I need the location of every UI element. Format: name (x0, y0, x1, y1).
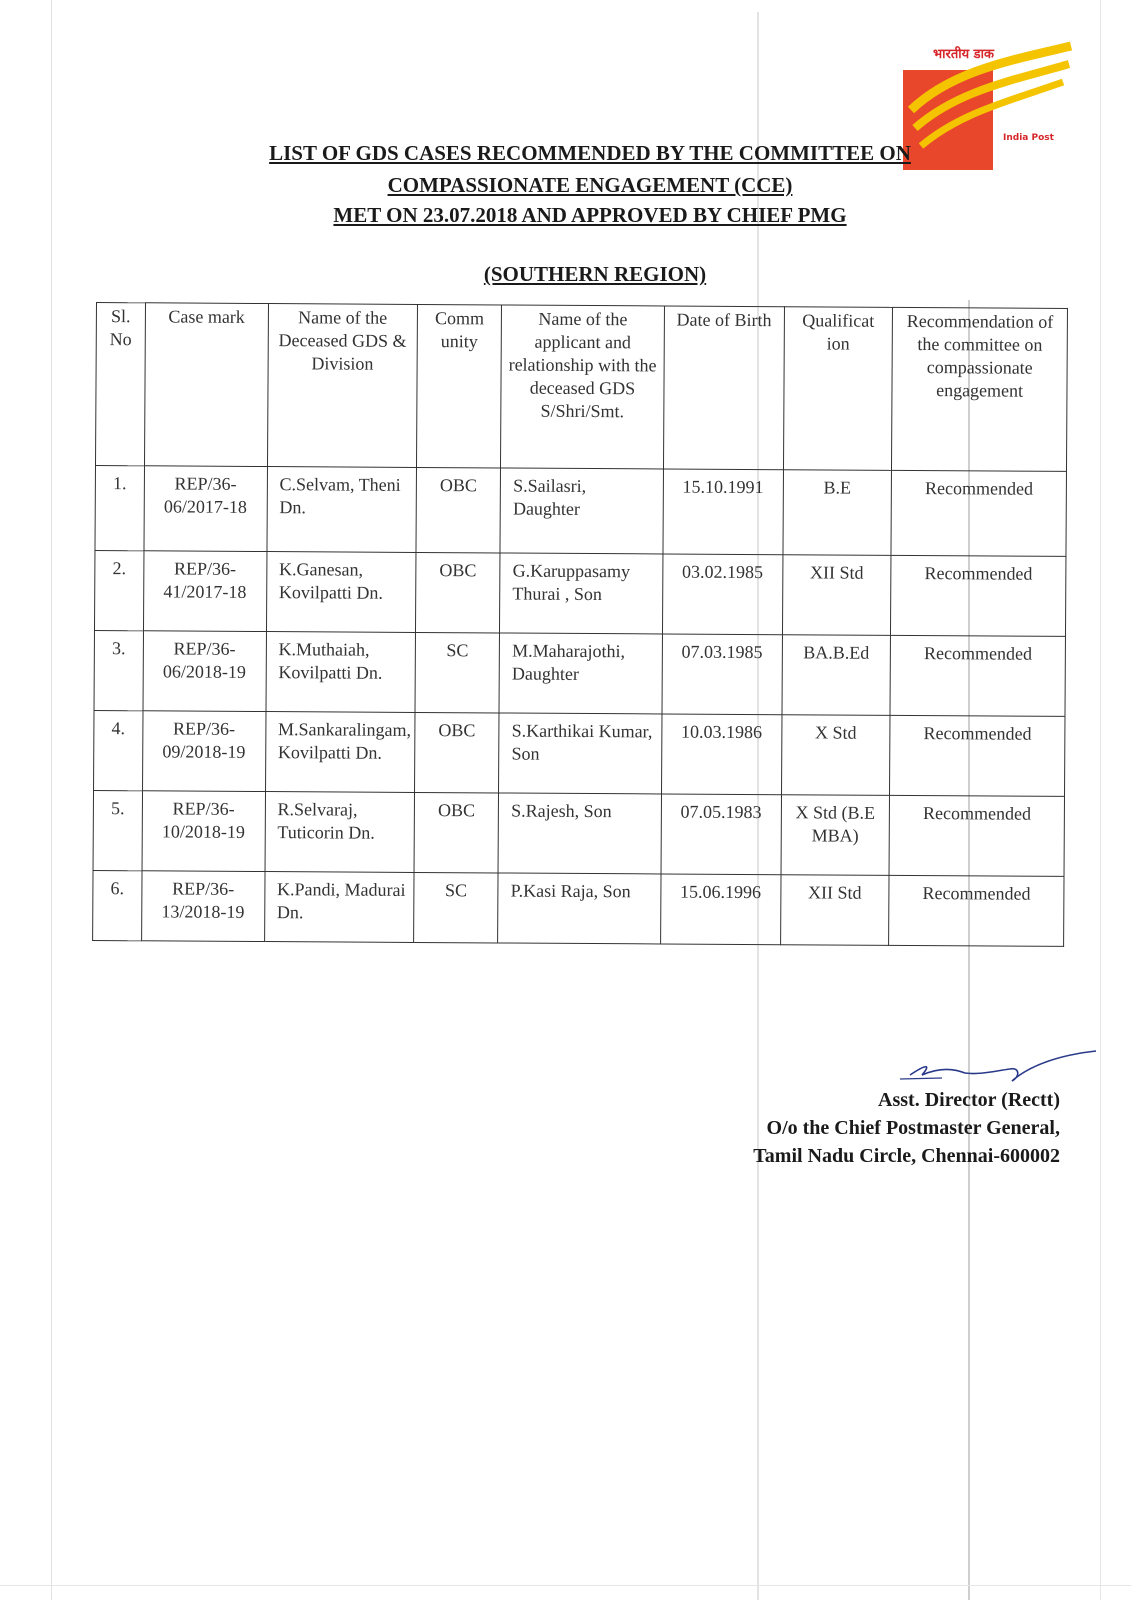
cell-qualification: X Std (B.E MBA) (781, 795, 890, 876)
gds-cases-table (92, 302, 1068, 947)
cell-sl-no: 5. (93, 790, 142, 870)
document-title-line-2: COMPASSIONATE ENGAGEMENT (CCE) (387, 173, 793, 197)
table-header-row (96, 303, 1068, 472)
cell-community: OBC (415, 552, 500, 633)
cell-recommendation: Recommended (891, 555, 1066, 636)
cell-sl-no: 1. (95, 466, 144, 551)
region-heading: (SOUTHERN REGION) (483, 262, 707, 286)
signatory-designation: Asst. Director (Rectt) (878, 1089, 1060, 1111)
cell-deceased: M.Sankaralingam, Kovilpatti Dn. (265, 712, 415, 793)
cell-recommendation: Recommended (889, 795, 1064, 876)
cell-applicant: S.Karthikai Kumar, Son (499, 713, 662, 794)
table-row (94, 550, 1065, 636)
cell-case-mark: REP/36-06/2018-19 (143, 631, 266, 712)
logo-hindi-text: भारतीय डाक (933, 47, 994, 62)
cell-sl-no: 2. (94, 550, 143, 630)
cell-case-mark: REP/36-09/2018-19 (142, 711, 265, 792)
cell-deceased: K.Muthaiah, Kovilpatti Dn. (266, 632, 416, 713)
cell-case-mark: REP/36-41/2017-18 (143, 551, 266, 632)
header-dob: Date of Birth (663, 306, 784, 470)
document-title-line-1: LIST OF GDS CASES RECOMMENDED BY THE COMMITTEE ON (269, 141, 911, 165)
cell-case-mark: REP/36-06/2017-18 (144, 466, 267, 552)
cell-community: OBC (414, 712, 499, 793)
cell-case-mark: REP/36-10/2018-19 (142, 791, 265, 872)
cell-applicant: P.Kasi Raja, Son (498, 873, 661, 944)
header-recommendation: Recommendation of the committee on compassionate engagement (892, 307, 1068, 471)
cell-recommendation: Recommended (889, 875, 1064, 946)
cell-recommendation: Recommended (891, 470, 1066, 556)
cell-sl-no: 6. (93, 870, 142, 940)
cell-dob: 07.05.1983 (661, 794, 781, 875)
cell-dob: 03.02.1985 (662, 554, 782, 635)
header-qualification: Qualificat ion (783, 307, 893, 471)
scan-edge-left (51, 0, 52, 1600)
table-row (93, 870, 1064, 946)
header-deceased: Name of the Deceased GDS & Division (267, 304, 417, 468)
cell-community: OBC (416, 467, 501, 553)
cell-dob: 07.03.1985 (662, 634, 782, 715)
header-case-mark: Case mark (144, 303, 268, 467)
india-post-logo (903, 40, 1083, 150)
handwritten-signature (870, 1045, 1100, 1090)
cell-sl-no: 4. (94, 710, 143, 790)
cell-applicant: S.Sailasri, Daughter (500, 468, 663, 554)
cell-community: SC (414, 872, 499, 943)
table-row (94, 710, 1065, 796)
cell-community: SC (415, 632, 500, 713)
header-applicant: Name of the applicant and relationship with the deceased GDS S/Shri/Smt. (501, 305, 664, 469)
cell-dob: 15.06.1996 (660, 874, 780, 945)
cell-deceased: R.Selvaraj, Tuticorin Dn. (265, 792, 415, 873)
signatory-address: Tamil Nadu Circle, Chennai-600002 (753, 1145, 1060, 1167)
cell-qualification: XII Std (780, 875, 889, 946)
header-community: Comm unity (416, 304, 501, 468)
table-row (94, 630, 1065, 716)
cell-recommendation: Recommended (890, 715, 1065, 796)
cell-dob: 15.10.1991 (663, 469, 783, 555)
cell-qualification: B.E (783, 470, 892, 556)
cell-qualification: BA.B.Ed (782, 635, 891, 716)
document-title-line-3: MET ON 23.07.2018 AND APPROVED BY CHIEF PMG (333, 203, 847, 227)
cell-applicant: S.Rajesh, Son (498, 793, 661, 874)
cell-case-mark: REP/36-13/2018-19 (141, 871, 264, 942)
cell-dob: 10.03.1986 (661, 714, 781, 795)
cell-applicant: M.Maharajothi, Daughter (499, 633, 662, 714)
cell-deceased: K.Ganesan, Kovilpatti Dn. (266, 552, 416, 633)
table-row (95, 466, 1067, 557)
table-row (93, 790, 1064, 876)
cell-deceased: C.Selvam, Theni Dn. (267, 467, 417, 553)
signatory-block (680, 1086, 1060, 1170)
cell-qualification: X Std (781, 715, 890, 796)
cell-sl-no: 3. (94, 630, 143, 710)
scan-edge-right (1100, 0, 1101, 1600)
logo-english-text: India Post (1003, 133, 1054, 143)
scan-edge-bottom (0, 1585, 1131, 1586)
signatory-office: O/o the Chief Postmaster General, (766, 1117, 1060, 1139)
cell-qualification: XII Std (782, 555, 891, 636)
cell-deceased: K.Pandi, Madurai Dn. (264, 872, 414, 943)
cell-recommendation: Recommended (890, 635, 1065, 716)
cell-community: OBC (414, 792, 499, 873)
cell-applicant: G.Karuppasamy Thurai , Son (500, 553, 663, 634)
header-sl-no: Sl. No (96, 303, 146, 466)
